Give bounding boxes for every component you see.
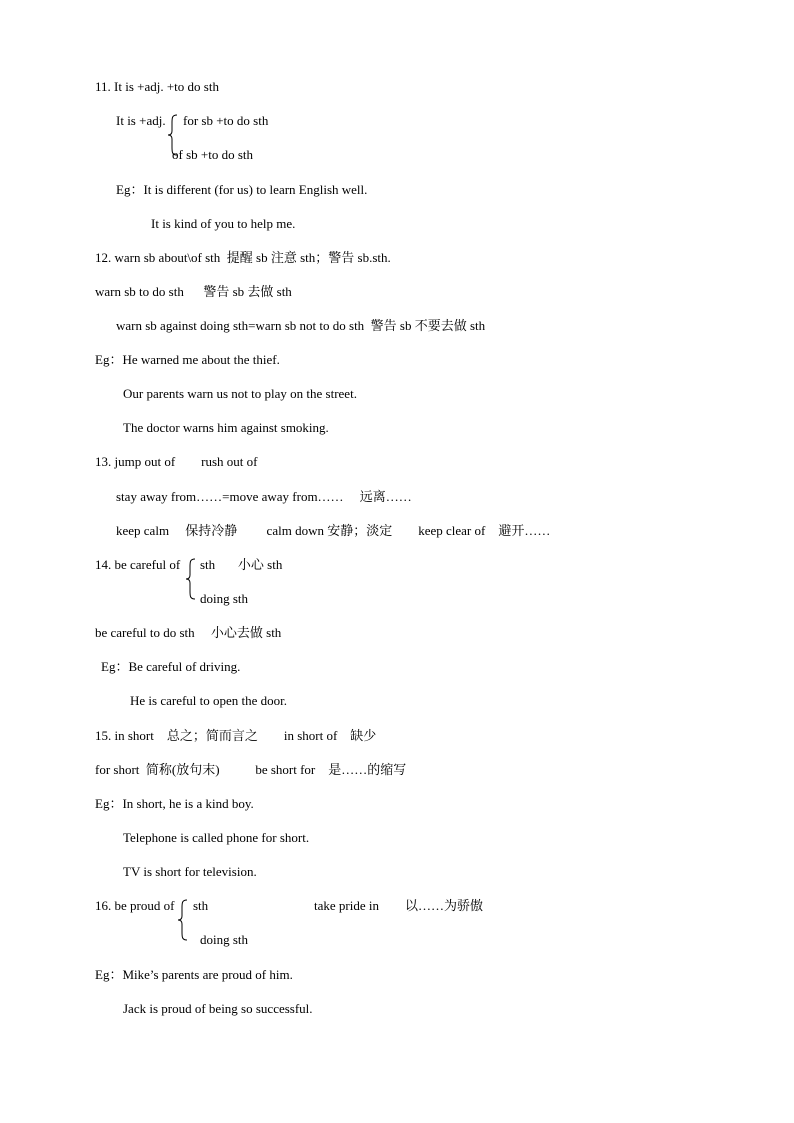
brace-icon <box>177 899 189 941</box>
example-text: Eg：It is different (for us) to learn English well. <box>116 182 368 197</box>
line-text: sth 小心 sth <box>200 557 283 572</box>
line-text: of sb +to do sth <box>172 147 254 162</box>
line-text: doing sth <box>200 932 249 947</box>
example-text: Eg：In short, he is a kind boy. <box>95 796 254 811</box>
example-text: It is kind of you to help me. <box>151 216 296 231</box>
example-text: Telephone is called phone for short. <box>123 830 310 845</box>
heading-16: 16. be proud of <box>95 898 175 913</box>
example-text: TV is short for television. <box>123 864 257 879</box>
line-text: keep calm 保持冷静 calm down 安静；淡定 keep clear of 避开…… <box>116 523 551 538</box>
line-text: doing sth <box>200 591 249 606</box>
line-text: warn sb to do sth 警告 sb 去做 sth <box>95 284 292 299</box>
example-text: The doctor warns him against smoking. <box>123 420 329 435</box>
line-text: It is +adj. <box>116 113 166 128</box>
example-text: Eg：Be careful of driving. <box>101 659 241 674</box>
heading-15: 15. in short 总之；简而言之 in short of 缺少 <box>95 728 377 743</box>
example-text: Our parents warn us not to play on the street. <box>123 386 357 401</box>
line-text: take pride in 以……为骄傲 <box>314 898 483 913</box>
example-text: Jack is proud of being so successful. <box>123 1001 313 1016</box>
example-text: He is careful to open the door. <box>130 693 288 708</box>
heading-13: 13. jump out of rush out of <box>95 454 258 469</box>
line-text: warn sb against doing sth=warn sb not to do sth 警告 sb 不要去做 sth <box>116 318 486 333</box>
line-text: sth <box>193 898 209 913</box>
example-text: Eg：Mike’s parents are proud of him. <box>95 967 293 982</box>
line-text: for short 简称(放句末) be short for 是……的缩写 <box>95 762 407 777</box>
example-text: Eg：He warned me about the thief. <box>95 352 280 367</box>
brace-icon <box>185 558 197 600</box>
line-text: be careful to do sth 小心去做 sth <box>95 625 282 640</box>
heading-12: 12. warn sb about\of sth 提醒 sb 注意 sth；警告 sb.sth. <box>95 250 391 265</box>
line-text: stay away from……=move away from…… 远离…… <box>116 489 412 504</box>
heading-11: 11. It is +adj. +to do sth <box>95 79 219 94</box>
heading-14: 14. be careful of <box>95 557 181 572</box>
line-text: for sb +to do sth <box>183 113 269 128</box>
